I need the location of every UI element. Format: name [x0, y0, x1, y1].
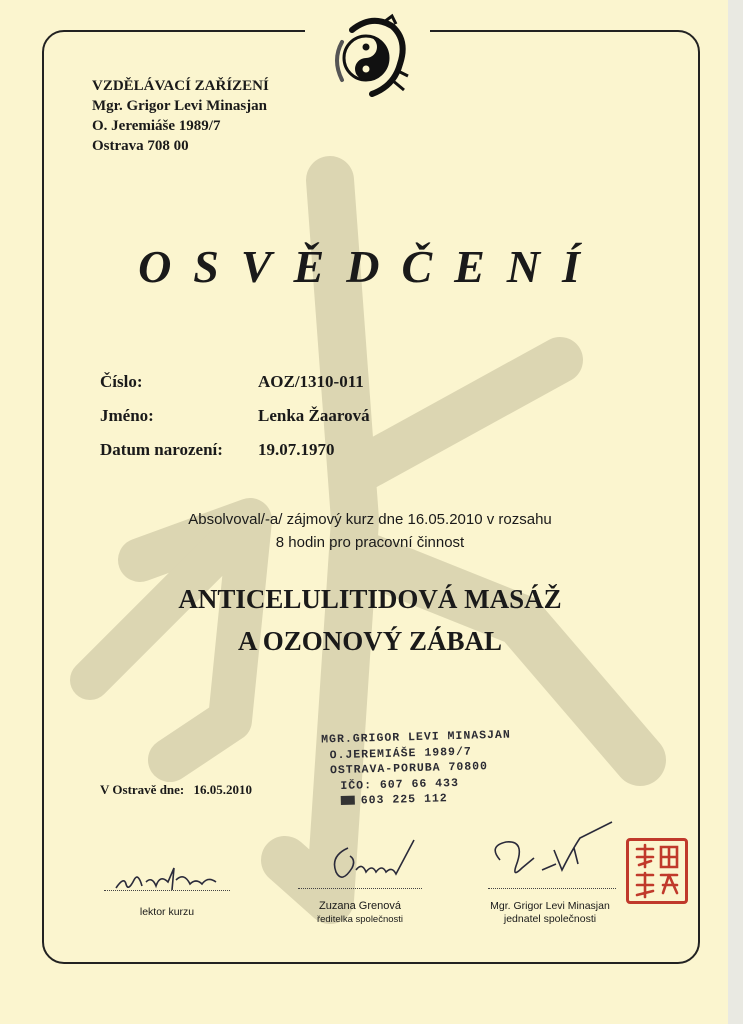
number-value: AOZ/1310-011	[258, 372, 364, 391]
course-title	[100, 578, 640, 662]
owner-signature-line	[488, 888, 616, 889]
owner-name: Mgr. Grigor Levi Minasjan	[490, 900, 610, 912]
place-date	[100, 782, 252, 798]
lector-signature	[112, 858, 222, 898]
company-stamp	[321, 728, 513, 810]
owner-signature	[486, 820, 616, 890]
completion-statement	[120, 508, 620, 554]
name-value: Lenka Žaarová	[258, 406, 370, 425]
issuer-line-4: Ostrava 708 00	[92, 138, 189, 154]
stamp-line-5: 603 225 112	[360, 792, 448, 808]
red-chinese-seal	[626, 838, 688, 904]
number-label: Číslo:	[100, 372, 143, 391]
issuer-line-2: Mgr. Grigor Levi Minasjan	[92, 98, 267, 114]
issuer-line-1: VZDĚLÁVACÍ ZAŘÍZENÍ	[92, 78, 269, 94]
director-name: Zuzana Grenová	[319, 900, 401, 912]
director-role: ředitelka společnosti	[316, 914, 404, 925]
issuer-block	[92, 76, 269, 156]
director-caption	[288, 900, 432, 926]
place-date-value: 16.05.2010	[193, 782, 253, 797]
name-label: Jméno:	[100, 406, 154, 425]
certificate-title: OSVĚDČENÍ	[138, 241, 602, 292]
director-signature-line	[298, 888, 422, 889]
stamp-line-2: O.JEREMIÁŠE 1989/7	[329, 745, 472, 762]
course-line-1: ANTICELULITIDOVÁ MASÁŽ	[178, 584, 562, 614]
seal-glyphs	[629, 841, 685, 901]
stamp-line-4: IČO: 607 66 433	[340, 776, 460, 793]
statement-line-1: Absolvoval/-a/ zájmový kurz dne 16.05.2010 v rozsahu	[188, 511, 552, 528]
owner-role: jednatel společnosti	[503, 913, 597, 925]
lector-caption: lektor kurzu	[139, 906, 195, 918]
director-signature	[322, 838, 422, 894]
place-date-label: V Ostravě dne:	[100, 782, 185, 797]
owner-caption	[462, 900, 638, 926]
birthdate-label: Datum narození:	[100, 440, 223, 459]
lector-signature-line	[104, 890, 230, 891]
stamp-line-3: OSTRAVA-PORUBA 70800	[329, 760, 489, 778]
stamp-line-1: MGR.GRIGOR LEVI MINASJAN	[321, 728, 511, 747]
issuer-line-3: O. Jeremiáše 1989/7	[92, 118, 221, 134]
yin-yang-dragon-logo	[322, 10, 414, 102]
course-line-2: A OZONOVÝ ZÁBAL	[237, 626, 503, 656]
phone-icon	[341, 796, 355, 805]
statement-line-2: 8 hodin pro pracovní činnost	[275, 534, 465, 551]
birthdate-value: 19.07.1970	[258, 440, 335, 459]
